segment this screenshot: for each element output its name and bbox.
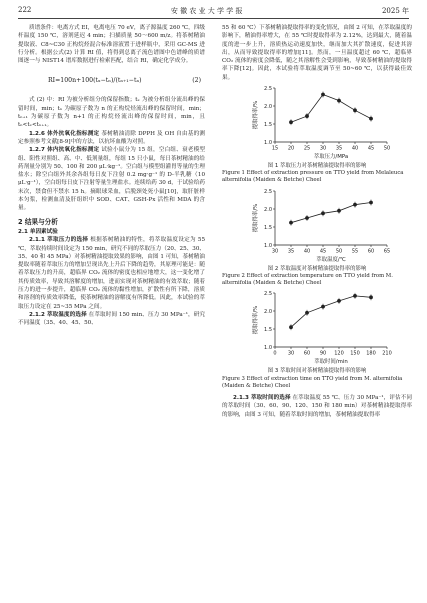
x-tick-label: 30: [287, 350, 295, 357]
data-point: [305, 216, 309, 220]
figure-1-chart: [237, 82, 397, 162]
x-tick-label: 60: [303, 350, 311, 357]
y-tick-label: 1.5: [264, 121, 272, 128]
figure-3-chart: [237, 287, 397, 367]
heading-1-2-7: 1.2.7 体内抗氧化指标测定: [29, 147, 100, 154]
x-tick-label: 50: [383, 145, 391, 152]
data-point: [289, 220, 293, 224]
y-tick-label: 1.5: [264, 224, 272, 231]
data-point: [369, 200, 373, 204]
figure-3-caption-en: Figure 3 Effect of extraction time on TTO yield from M. alternifolia (Maiden & Betche) Cheel: [222, 375, 403, 389]
y-tick-label: 1.5: [264, 327, 272, 334]
data-point: [369, 296, 373, 300]
data-point: [289, 326, 293, 330]
section-heading-2: 2 结果与分析: [18, 217, 58, 226]
y-axis-label: 提取得率/%: [253, 306, 259, 335]
text-1-2-7: 试验小鼠分为 15 组，空白组、衰老模型组、阳性对照组、高、中、低剂量组，每组 15 只小鼠，每日茶树精油的给药剂量分别为 50、100 和 200 μL·kg⁻¹。空白组与模型组灌胃等量的生理盐水；除空白组外其余各组每日皮下注射 0.2 mg·g⁻¹ 的 D-半乳糖（10 μL·g⁻¹），空白组每日皮下注射等量生理盐水。连续给药 30 d，于试验给药末次，禁食但不禁水 15 h。摘眼球采血，后脱颈处死小鼠[10]，取肝脏样本匀浆，检测血清及肝组织中 SOD、CAT、GSH-Px 活性和 MDA 的含量。: [18, 147, 206, 212]
y-tick-label: 1.0: [264, 345, 272, 352]
chart-axes: [251, 291, 392, 365]
left-column: [18, 24, 205, 328]
x-tick-label: 120: [334, 350, 344, 357]
x-axis-label: 萃取温度/℃: [316, 256, 346, 263]
y-tick-label: 2.5: [264, 188, 272, 195]
x-tick-label: 40: [303, 248, 311, 255]
text-1-2-6: 茶树精油清除 DPPH 及 OH 自由基的测定参照参考文献[8-9]中的方法，以抗坏血酸为对照。: [18, 130, 206, 145]
x-tick-label: 40: [351, 145, 359, 152]
x-axis-label: 萃取时间/min: [314, 359, 348, 366]
data-point: [337, 209, 341, 213]
data-point: [305, 114, 309, 118]
y-tick-label: 2.5: [264, 291, 272, 298]
paragraph-2-1-1: [18, 236, 205, 311]
x-axis-label: 萃取压力/MPa: [313, 154, 349, 161]
x-tick-label: 50: [335, 248, 343, 255]
x-tick-label: 90: [319, 350, 327, 357]
right-column: [222, 24, 412, 419]
y-tick-label: 1.0: [264, 242, 272, 249]
paragraph-formula-explanation: 式 (2) 中：RI 为被分析组分的保留指数；tₓ 为被分析组分流出峰的保留时间，min；tₙ 为碳原子数为 n 的正构烷烃流出峰的保留时间，min；tₙ₊₁ 为碳原子数为 n+1 的正构烷烃流出峰的保留时间，min，且 tₙ<tₓ<tₙ₊₁。: [18, 97, 205, 129]
x-tick-label: 150: [350, 350, 360, 357]
figure-2-caption-zh: 图 2 萃取温度对茶树精油提取得率的影响: [267, 265, 367, 272]
text-2-1-3: 在萃取温度 55 ℃、压力 30 MPa⁻¹，评估不同的萃取时间（30、60、90、120、150 和 180 min）对茶树精油提取得率的影响，由图 3 可知，随着萃取时间的增加，茶树精油提取得率: [222, 394, 412, 418]
figure-3-caption-zh: 图 3 萃取时间对茶树精油提取得率的影响: [267, 368, 367, 375]
series-line: [291, 296, 371, 327]
data-point: [289, 120, 293, 124]
x-tick-label: 35: [287, 248, 295, 255]
figure-1-caption-en: Figure 1 Effect of extraction pressure on TTO yield from Melaleuca alternifolia (Maiden & Betche) Cheel: [222, 170, 404, 184]
data-point: [337, 299, 341, 303]
x-tick-label: 20: [287, 145, 295, 152]
figure-3-caption: [222, 368, 412, 390]
data-point: [337, 99, 341, 103]
x-tick-label: 15: [271, 145, 279, 152]
y-axis-label: 提取得率/%: [253, 203, 259, 232]
x-tick-label: 25: [303, 145, 311, 152]
formula-text: RI=100n+100(tₓ−tₙ)/(tₙ₊₁−tₙ): [48, 77, 142, 85]
x-tick-label: 0: [273, 350, 277, 357]
figure-1-caption: [222, 163, 412, 185]
data-point: [369, 117, 373, 121]
y-tick-label: 2.0: [264, 206, 272, 213]
figure-2-caption: [222, 266, 412, 288]
paragraph-1-2-6: [18, 130, 205, 147]
formula-number: (2): [192, 77, 201, 85]
data-point: [321, 93, 325, 97]
x-tick-label: 45: [367, 145, 375, 152]
page-number: 222: [18, 6, 32, 14]
figure-1-caption-zh: 图 1 萃取压力对茶树精油提取得率的影响: [267, 163, 367, 170]
data-point: [321, 211, 325, 215]
section-heading-2-1: 2.1 单因素试验: [18, 228, 58, 235]
paragraph-temperature-continued: 55 和 60 ℃）下茶树精油提取得率的变化情况，由图 2 可知，在萃取温度的影响下，精油得率增大，在 55 ℃时提取得率为 2.12%，达到最大，随着温度的进一步上升，溶质热运动速度加快，继而加大其扩散速度，促进其溶出，从而导致提取得率的增加[11]。然而，一旦温度超过 60 ℃，超临界 CO₂ 流体的密度会降低，随之其溶解性会受到影响，导致茶树精油的提取得率下降[12]。因此，本试验将萃取温度调节至 50~60 ℃，以获得最佳效果。: [222, 25, 412, 81]
heading-2-1-2: 2.1.2 萃取温度的选择: [29, 311, 87, 318]
text-2-1-2: 在萃取时间 150 min、压力 30 MPa⁻¹，研究不同温度（35、40、45、50、: [18, 311, 206, 327]
chart-axes: [251, 188, 390, 262]
chart-axes: [251, 86, 390, 160]
data-point: [305, 311, 309, 315]
data-point: [353, 108, 357, 112]
data-point: [353, 202, 357, 206]
data-point: [353, 294, 357, 298]
y-axis-label: 提取得率/%: [253, 100, 259, 130]
ri-formula: [18, 69, 205, 93]
x-tick-label: 180: [366, 350, 376, 357]
running-header: [18, 6, 409, 19]
journal-year: 2025 年: [381, 7, 409, 15]
paragraph-2-1-2: [18, 311, 205, 328]
x-tick-label: 60: [367, 248, 375, 255]
series-line: [291, 202, 371, 222]
x-tick-label: 30: [271, 248, 279, 255]
y-tick-label: 2.0: [264, 309, 272, 316]
series-line: [291, 95, 371, 123]
figure-2-caption-en: Figure 2 Effect of extraction temperature on TTO yield from M. alternifolia (Maiden & Betche) Cheel: [222, 272, 393, 287]
y-tick-label: 1.0: [264, 139, 272, 146]
paragraph-1-2-7: [18, 146, 205, 212]
journal-title: 安 徽 农 业 大 学 学 报: [170, 7, 243, 15]
paragraph-2-1-3: [222, 394, 412, 419]
figure-2-chart: [237, 185, 397, 265]
text-2-1-1: 根据茶树精油的特性，将萃取温度设定为 55 ℃，萃取持续时间设定为 150 min，研究不同的萃取压力（20、25、30、35、40 和 45 MPa）对茶树精油提取效果的影响，由图 1 可知，茶树精油提取率随着萃取压力的增加呈现出先上升后下降的趋势，其原理可能是：随着萃取压力的升高，超临界 CO₂ 流体的密度也相应地增大，这一变化增了其传质效率，导致其溶解度的增加，进而实现对茶树精油的有效萃取；随着压力的进一步提升，超临界 CO₂ 流体的黏性增加，扩散性有所下降，溶质和溶剂的传质效率降低，使茶树精油的溶解度有所降低。因此，本试验的萃取压力设定在 25~35 MPa 之间。: [18, 237, 206, 310]
paragraph-ms-conditions: 质谱条件：电离方式 EI，电离电压 70 eV，离子源温度 260 ℃，四级杆温度 150 ℃，溶剂延迟 4 min；扫描质量 50～600 m/z。将茶树精油提取液、C8~C30 正构烷烃混合标准溶液置于进样瓶中，采用 GC-MS 进行分析。根据公式(2) 计算 RI 值，将得到总离子流色谱图中色谱峰的质谱图逐一与 NIST14 谱库数据进行检索匹配，结合 RI，确定化学成分。: [18, 25, 205, 65]
y-tick-label: 2.0: [264, 103, 272, 110]
x-tick-label: 55: [351, 248, 359, 255]
heading-1-2-6: 1.2.6 体外抗氧化指标测定: [29, 130, 100, 137]
heading-2-1-1: 2.1.1 萃取压力的选择: [29, 237, 89, 244]
heading-2-1-3: 2.1.3 萃取时间的选择: [233, 394, 291, 401]
x-tick-label: 45: [319, 248, 327, 255]
y-tick-label: 2.5: [264, 85, 272, 92]
x-tick-label: 210: [382, 350, 392, 357]
x-tick-label: 65: [383, 248, 391, 255]
x-tick-label: 30: [319, 145, 327, 152]
x-tick-label: 35: [335, 145, 343, 152]
data-point: [321, 305, 325, 309]
